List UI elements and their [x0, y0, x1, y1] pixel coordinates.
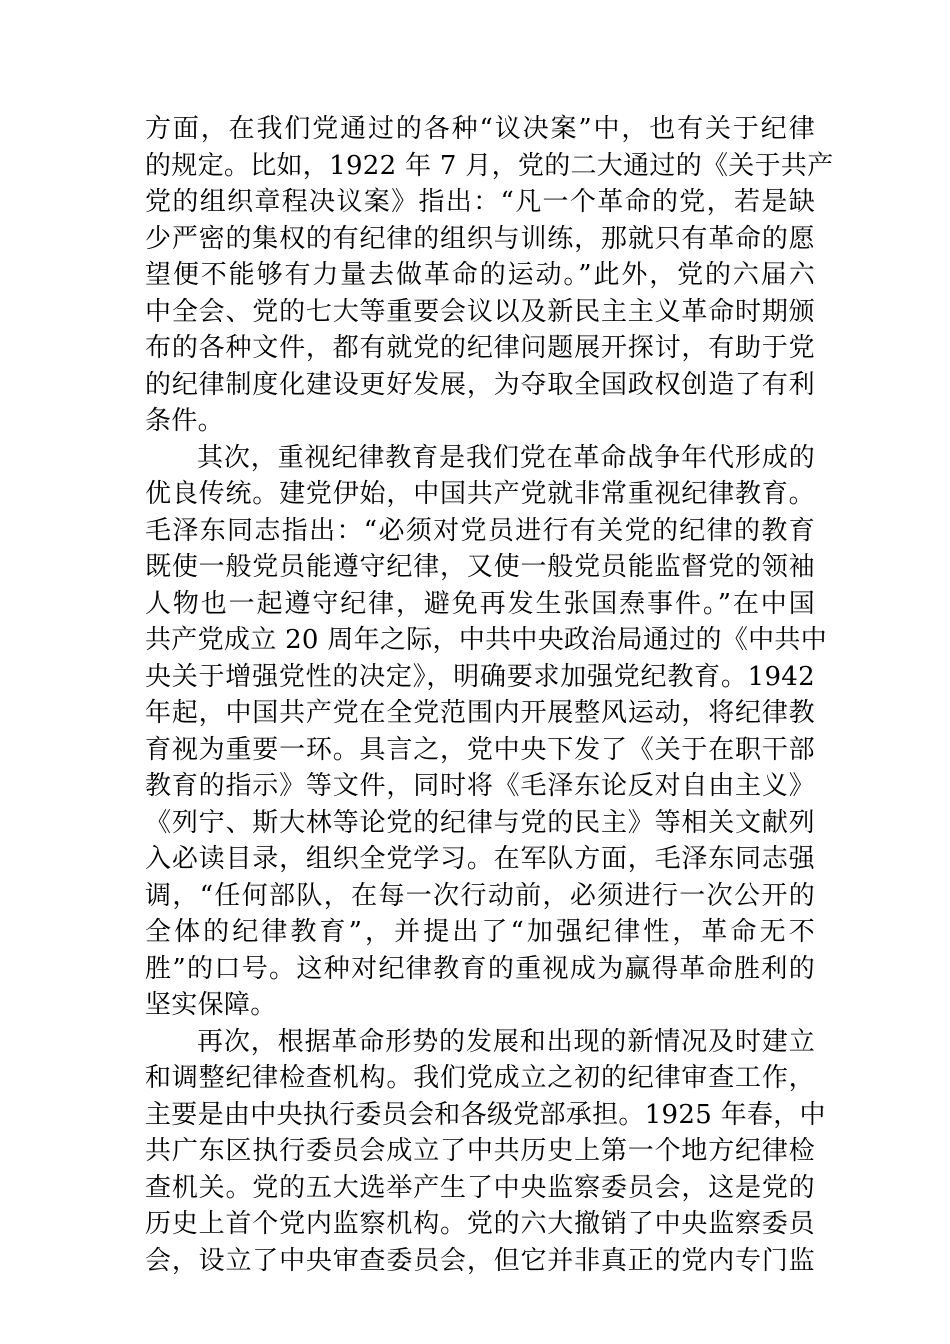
- text-line: 育视为重要一环。具言之，党中央下发了《关于在职干部: [145, 734, 815, 765]
- text-line: 共产党成立 20 周年之际，中共中央政治局通过的《中共中: [145, 625, 828, 655]
- text-line: 中全会、党的七大等重要会议以及新民主主义革命时期颁: [145, 296, 815, 327]
- text-line: 央关于增强党性的决定》，明确要求加强党纪教育。1942: [145, 661, 815, 692]
- text-line: 条件。: [145, 406, 224, 436]
- text-line: 胜”的口号。这种对纪律教育的重视成为赢得革命胜利的: [145, 953, 815, 984]
- paragraph-first-line: 其次，重视纪律教育是我们党在革命战争年代形成的: [197, 442, 815, 473]
- text-line: 的规定。比如，1922 年 7 月，党的二大通过的《关于共产: [145, 150, 834, 181]
- text-line: 优良传统。建党伊始，中国共产党就非常重视纪律教育。: [145, 479, 815, 509]
- text-line: 会，设立了中央审查委员会，但它并非真正的党内专门监: [145, 1245, 815, 1276]
- text-line: 人物也一起遵守纪律，避免再发生张国焘事件。”在中国: [145, 588, 815, 619]
- text-line: 和调整纪律检查机构。我们党成立之初的纪律审查工作，: [145, 1063, 815, 1093]
- text-line: 少严密的集权的有纪律的组织与训练，那就只有革命的愿: [145, 223, 815, 254]
- text-line: 调，“任何部队，在每一次行动前，必须进行一次公开的: [145, 880, 815, 911]
- text-line: 共广东区执行委员会成立了中共历史上第一个地方纪律检: [145, 1136, 815, 1166]
- body-text: [145, 111, 834, 1279]
- text-line: 《列宁、斯大林等论党的纪律与党的民主》等相关文献列: [145, 807, 815, 838]
- text-line: 毛泽东同志指出：“必须对党员进行有关党的纪律的教育: [145, 515, 815, 546]
- text-line: 方面，在我们党通过的各种“议决案”中，也有关于纪律: [145, 114, 815, 144]
- text-line: 的纪律制度化建设更好发展，为夺取全国政权创造了有利: [145, 369, 815, 400]
- text-line: 坚实保障。: [145, 990, 277, 1020]
- text-line: 全体的纪律教育”，并提出了“加强纪律性，革命无不: [145, 917, 815, 947]
- paragraph-first-line: 再次，根据革命形势的发展和出现的新情况及时建立: [197, 1026, 815, 1057]
- text-line: 查机关。党的五大选举产生了中央监察委员会，这是党的: [145, 1172, 815, 1203]
- text-line: 历史上首个党内监察机构。党的六大撤销了中央监察委员: [145, 1209, 815, 1239]
- text-line: 既使一般党员能遵守纪律，又使一般党员能监督党的领袖: [145, 552, 815, 582]
- text-line: 主要是由中央执行委员会和各级党部承担。1925 年春，中: [145, 1099, 826, 1130]
- text-line: 望便不能够有力量去做革命的运动。”此外，党的六届六: [145, 260, 815, 290]
- text-line: 入必读目录，组织全党学习。在军队方面，毛泽东同志强: [145, 844, 815, 874]
- text-line: 布的各种文件，都有就党的纪律问题展开探讨，有助于党: [145, 333, 815, 363]
- text-line: 教育的指示》等文件，同时将《毛泽东论反对自由主义》: [145, 771, 815, 801]
- text-line: 党的组织章程决议案》指出：“凡一个革命的党，若是缺: [145, 187, 815, 217]
- text-line: 年起，中国共产党在全党范围内开展整风运动，将纪律教: [145, 698, 815, 728]
